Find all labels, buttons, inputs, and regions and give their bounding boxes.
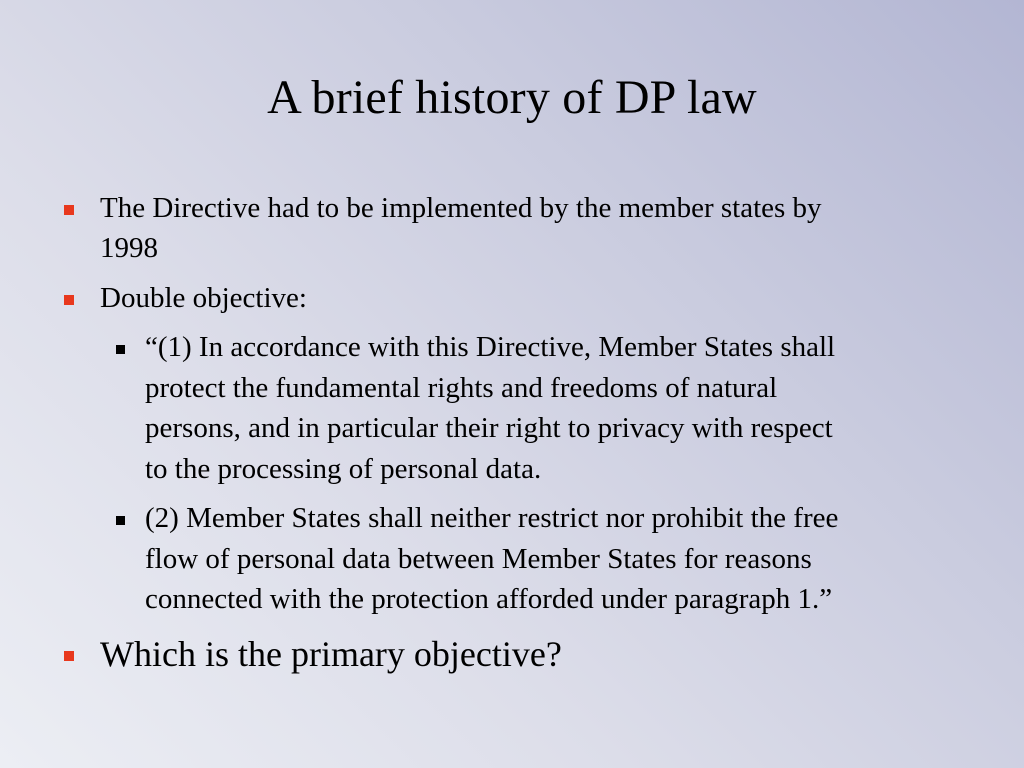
sub-bullet-line: protect the fundamental rights and freedoms of natural [145,371,778,404]
sub-bullet-line: to the processing of personal data. [145,452,542,485]
bullet-marker-icon [64,205,74,215]
bullet-text-question: Which is the primary objective? [100,634,562,674]
bullet-marker-icon [64,651,74,661]
sub-bullet-line: “(1) In accordance with this Directive, Member States shall [145,331,836,363]
bullet-line: Double objective: [100,282,307,314]
sub-bullet-line: flow of personal data between Member States for reasons [145,542,812,575]
bullet-line: 1998 [100,232,158,264]
sub-bullet-text [145,327,835,489]
bullet-line: The Directive had to be implemented by the member states by [100,192,822,224]
sub-bullet-text [145,498,838,620]
sub-bullet-marker-icon [116,345,125,354]
sub-bullet-marker-icon [116,516,125,525]
sub-bullet-line: (2) Member States shall neither restrict nor prohibit the free [145,502,839,534]
slide-title: A brief history of DP law [267,71,757,124]
sub-bullet-line: persons, and in particular their right to privacy with respect [145,412,833,444]
bullet-text [100,278,307,318]
bullet-text [100,188,822,268]
bullet-marker-icon [64,295,74,305]
sub-bullet-line: connected with the protection afforded under paragraph 1.” [145,583,833,615]
